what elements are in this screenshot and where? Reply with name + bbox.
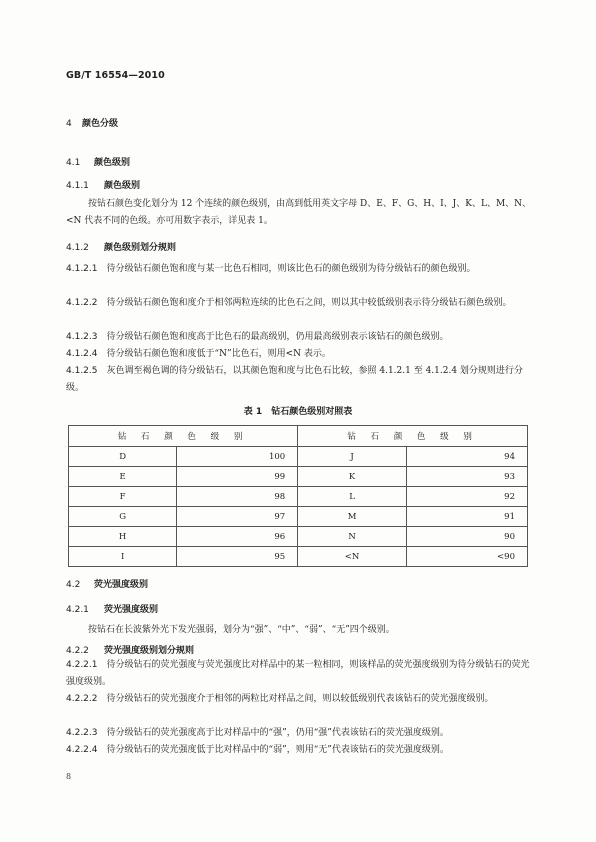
table-row [69, 487, 528, 507]
grade-number-cell: 97 [177, 507, 298, 527]
clause-number: 4.1.2.2 [66, 298, 98, 308]
grade-number-cell: 92 [406, 487, 527, 507]
grade-letter-cell: N [298, 527, 407, 547]
section-4-heading [66, 116, 118, 129]
clause-text: 待分级钻石颜色饱和度介于相邻两粒连续的比色石之间，则以其中较低级别表示待分级钻石颜色级别。 [106, 298, 512, 308]
grade-number-cell: 93 [406, 467, 527, 487]
section-4-1-1-heading [66, 178, 140, 191]
section-4-1-2-heading [66, 240, 176, 253]
grade-letter-cell: E [69, 467, 177, 487]
clause-text: 待分级钻石的荧光强度高于比对样品中的“强”，仍用“强”代表该钻石的荧光强度级别。 [106, 728, 449, 738]
section-number: 4.1.2 [66, 243, 89, 253]
clause-4-2-2-4 [66, 742, 536, 759]
section-number: 4.1 [66, 158, 81, 168]
paragraph-4-2-1: 按钻石在长波紫外光下发光强弱，划分为“强”、“中”、“弱”、“无”四个级别。 [88, 625, 395, 635]
section-number: 4.2.1 [66, 605, 89, 615]
table-row [69, 547, 528, 567]
section-title: 颜色级别 [94, 158, 131, 168]
clause-4-1-2-2 [66, 295, 536, 312]
clause-number: 4.2.2.4 [66, 745, 98, 755]
section-number: 4 [66, 119, 72, 129]
grade-letter-cell: D [69, 447, 177, 467]
grade-number-cell: 100 [177, 447, 298, 467]
grade-letter-cell: M [298, 507, 407, 527]
section-number: 4.1.1 [66, 181, 89, 191]
grade-letter-cell: H [69, 527, 177, 547]
clause-4-1-2-5 [66, 363, 536, 397]
grade-number-cell: 91 [406, 507, 527, 527]
clause-number: 4.1.2.5 [66, 366, 98, 376]
clause-text: 待分级钻石的荧光强度与荧光强度比对样品中的某一粒相同，则该样品的荧光强度级别为待分级钻石的荧光强度级别。 [66, 660, 530, 687]
clause-text: 待分级钻石颜色饱和度低于“N”比色石，则用<N 表示。 [106, 349, 331, 359]
grade-number-cell: 94 [406, 447, 527, 467]
clause-number: 4.2.2.3 [66, 728, 98, 738]
clause-number: 4.1.2.4 [66, 349, 98, 359]
clause-4-1-2-3 [66, 329, 536, 346]
clause-number: 4.2.2.2 [66, 694, 98, 704]
clause-text: 灰色调至褐色调的待分级钻石，以其颜色饱和度与比色石比较，参照 4.1.2.1 至 4.1.2.4 划分规则进行分级。 [66, 366, 523, 393]
table-row [69, 447, 528, 467]
grade-letter-cell: I [69, 547, 177, 567]
section-4-2-2-heading [66, 643, 194, 656]
table-header-right: 钻 石 颜 色 级 别 [298, 426, 528, 447]
clause-text: 待分级钻石颜色饱和度与某一比色石相同，则该比色石的颜色级别为待分级钻石的颜色级别。 [106, 264, 476, 274]
grade-number-cell: <90 [406, 547, 527, 567]
standard-code-header: GB/T 16554—2010 [66, 70, 165, 81]
grade-number-cell: 98 [177, 487, 298, 507]
grade-number-cell: 99 [177, 467, 298, 487]
section-4-2-1-heading [66, 602, 158, 615]
clause-number: 4.2.2.1 [66, 660, 98, 670]
table-row [69, 527, 528, 547]
grade-letter-cell: G [69, 507, 177, 527]
grade-letter-cell: K [298, 467, 407, 487]
table-row [69, 507, 528, 527]
clause-text: 待分级钻石的荧光强度介于相邻的两粒比对样品之间，则以较低级别代表该钻石的荧光强度级别。 [106, 694, 494, 704]
section-title: 颜色级别划分规则 [104, 243, 177, 253]
table-header-left: 钻 石 颜 色 级 别 [69, 426, 298, 447]
grade-letter-cell: <N [298, 547, 407, 567]
clause-number: 4.1.2.3 [66, 332, 98, 342]
grade-number-cell: 96 [177, 527, 298, 547]
table-body [69, 447, 528, 567]
section-4-1-heading [66, 155, 130, 168]
clause-4-1-2-1 [66, 261, 536, 278]
table-row [69, 467, 528, 487]
clause-4-2-2-2 [66, 691, 536, 708]
clause-4-2-2-3 [66, 725, 536, 742]
section-title: 荧光强度级别划分规则 [104, 646, 195, 656]
section-4-2-heading [66, 577, 148, 590]
section-title: 颜色分级 [82, 119, 119, 129]
grade-number-cell: 90 [406, 527, 527, 547]
section-number: 4.2.2 [66, 646, 89, 656]
section-title: 颜色级别 [104, 181, 141, 191]
table-1-caption: 表 1 钻石颜色级别对照表 [243, 407, 353, 417]
grade-letter-cell: F [69, 487, 177, 507]
paragraph-4-1-1: 按钻石颜色变化划分为 12 个连续的颜色级别，由高到低用英文字母 D、E、F、G、H、I、J、K、L、M、N、<N 代表不同的色级。亦可用数字表示，详见表 1。 [66, 199, 532, 226]
grade-letter-cell: J [298, 447, 407, 467]
clause-4-1-2-4 [66, 346, 536, 363]
clause-4-2-2-1 [66, 657, 536, 691]
clause-text: 待分级钻石颜色饱和度高于比色石的最高级别，仍用最高级别表示该钻石的颜色级别。 [106, 332, 449, 342]
section-number: 4.2 [66, 580, 81, 590]
color-grade-table [68, 425, 528, 567]
clause-text: 待分级钻石的荧光强度低于比对样品中的“弱”，则用“无”代表该钻石的荧光强度级别。 [106, 745, 449, 755]
table-header-row [69, 426, 528, 447]
section-title: 荧光强度级别 [104, 605, 159, 615]
section-title: 荧光强度级别 [94, 580, 149, 590]
grade-number-cell: 95 [177, 547, 298, 567]
clause-number: 4.1.2.1 [66, 264, 98, 274]
grade-letter-cell: L [298, 487, 407, 507]
page-number: 8 [66, 772, 72, 781]
